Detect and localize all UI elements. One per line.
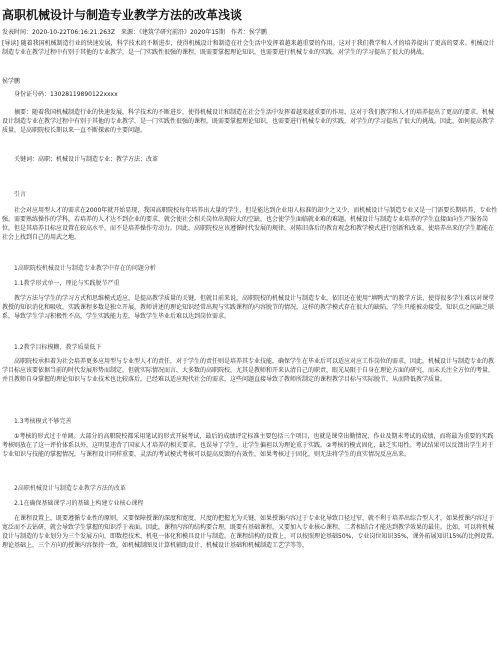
section-1-2-heading: 1.2教学目标模糊，教学质量低下 [14,344,102,351]
keywords-block [2,155,498,164]
section-1-1-heading: 1.1教学形式单一，理论与实践脱节严重 [14,280,120,287]
section-1-3-text: ①考核的形式过于单调。大部分的高职院校都采用笔试的形式开展考试，最后的成绩评定标准主要包括三个项目，也就是课堂出勤情况、作业及期末考试的成绩，而将最为重要的实践考核则放在了这一评价体系以外，这明显违背了国家人才培养的相关要求，也误导了学生，让学生偏袒以为理论重于实践。②考核的模式固化，缺乏实用性。考试结果可以反馈出学生对于专业知识与技能的掌握情况，与课程设计同样重要，灵活的考试模式考核可以提高反馈的有效性，如果考核过于固化，则无法将学生的真实情况反应出来。 [2,433,494,458]
section-1-2-body [2,357,498,384]
article-title: 高职机械设计与制造专业教学方法的改革浅谈 [2,8,243,22]
id-number: 身份证号码：13028119890122xxxx [14,91,118,98]
section-2-1-body [2,514,498,550]
section-1-1-text: 教学方法与学生的学习方式和思维模式适应，是提高教学质量的关键，但就目前来说，高职院校的机械设计与制造专业，依旧还在使用“填鸭式”的教学方法，使得很多学生难以对课堂教授的知识消化和吸收，实践课程多数是独立开展，教师讲述的理论知识经常出现与实践课程的内容脱节的情况，这样的教学模式存在很大的缺陷，学生只能被动接受，知识点之间缺乏联系，导致学生学习积极性不高，学生实践能力差，导致学生毕业后难以达到岗位需求。 [2,295,495,320]
section-1-2-text: 高职院校承担着为社会培养更多应用型与专业型人才的责任，对于学生的责任则是培养其专业技能，确保学生在毕业后可以适应对应工作岗位的需求，因此，机械设计与制造专业的教学目标应该要依据当前的时代发展形势而制定，但就实际情况而言，大多数的高职院校，尤其是教师和开来认清自己的职责，眼光局限于自身在理论方面的研究，而未关注全方位的考量，并且教师自身掌握的理论知识与专业技术也比较落后，已经难以适应现代社会的需求，这些问题直接导致了教师所制定的课程教学目标与实际脱节，从而降低教学质量。 [2,358,495,383]
abstract-text: 摘要：随着我国机械制造行业的快速发展，科学技术的不断进步，使得机械设计和制造在社会生活中发挥着越来越重要的作用。这对于我们教学和人才的培养提出了更高的要求。机械设计制造专业在教学过程中有别于其他的专业教学，是一门实践性很强的课程，既需要掌握理论知识，也需要进行机械专业的实践，对学生的学习提出了很大的挑战。因此，如何提高教学质量，是高职院校长期以来一直不断探索的主要问题。 [2,109,495,134]
section-2-1-heading: 2.1在确保基础课学习的基础上构建专业核心课程 [14,500,144,507]
intro-text: 社会对应用型人才的需求在2000年就开始显现，我国高职院校每年培养出大量的学生，但是能达到企业用人标准的却少之又少，而机械设计与制造专业又是一门需要长期培养，专业性强，需要熟练操作的学科，若培养的人才达不到企业的要求，就会使社会相关岗位出现较大的空缺，也会使学生面临就业难的难题。机械设计与制造专业培养的学生直接面向生产服务岗位，但是其培养目标应设置在较高水平，而不是培养操作劳动力。因此，高职院校应该遵循时代发展的规律，对陈旧落后的教育观念和教学模式进行创新和改革，使培养出来的学生都能在社会上找到自己的用武之地。 [2,207,498,241]
section-2-1-text: 在课程设置上，既要遵循专业性的原则，又要保障授课的深度和宽度，尺度的把握尤为关键，如果授课内容过于专业化导致口径过窄，就不利于培养出综合型人才，如果授课内容过于宽泛而不去钻研，就会导致学生掌握的知识浮于表面。因此，课程内容的结构要合理，既要有基础课程，又要加入专业核心课程，二者相结合才能达到教学效果的最佳。比如，可以将机械设计与制造的专业划分为三个发展方向，即数控技术、机电一体化和模具设计与制造。在课程结构的设置上，可以按照理论基础50%，专业岗位知识35%，课外拓展知识15%的比例设置。理论基础上，三个方向的授课内容保持一致，如机械制图及计算机辅助设计、机械设计基础和机械制造工艺学等等， [2,515,499,549]
section-1-1-block [2,279,498,288]
section-1-3-block [2,417,498,426]
guide-text: [导读] 随着我国机械制造行业的快速发展，科学技术的不断进步，使得机械设计和制造在社会生活中发挥着越来越重要的作用。这对于我们教学和人才的培养提出了更高的要求。机械设计制造专业在教学过程中有别于其他的专业教学，是一门实践性很强的课程，既需要掌握理论知识，也需要进行机械专业的实践，对学生的学习提出了很大的挑战。 [2,40,495,56]
id-block [2,90,498,99]
author-block [2,77,498,86]
intro-heading: 引言 [14,191,27,198]
section-2-heading: 2高职机械设计与制造专业教学方法的改革 [14,485,126,492]
intro-heading-block [2,190,498,199]
section-2-block [2,484,498,493]
article-meta [2,28,498,37]
section-2-1-block [2,499,498,508]
section-1-3-heading: 1.3考核模式不够完善 [14,418,72,425]
section-1-heading: 1高职院校机械设计与制造专业教学中存在的问题分析 [14,265,156,272]
section-1-2-block [2,343,498,352]
keywords-text: 关键词：高职；机械设计与制造专业；教学方法；改革 [14,156,159,163]
publication-info: 发表时间：2020-10-22T06:16:21.263Z 来源：《建筑学研究前沿》2020年15期 作者：侯学鹏 [2,29,267,36]
author-name: 侯学鹏 [2,78,21,85]
intro-block [2,206,498,242]
abstract-block [2,108,498,135]
section-1-1-body [2,294,498,321]
section-1-block [2,264,498,273]
section-1-3-body [2,432,498,459]
guide-block [2,39,498,57]
